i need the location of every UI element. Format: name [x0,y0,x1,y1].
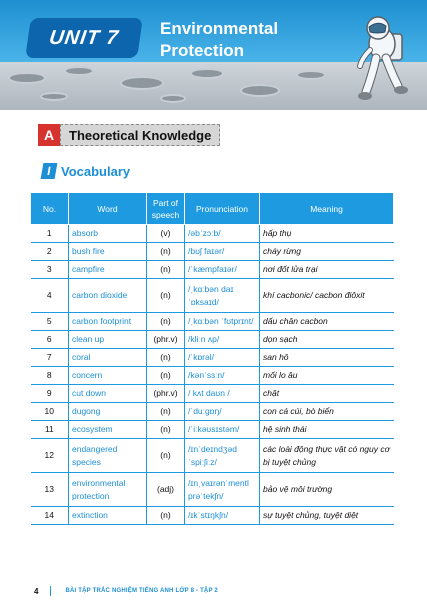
cell-no: 14 [31,507,69,525]
cell-pronunciation: /əbˈzɔːb/ [185,225,260,243]
cell-part-of-speech: (n) [147,279,185,313]
cell-no: 12 [31,439,69,473]
cell-part-of-speech: (n) [147,261,185,279]
cell-word: ecosystem [69,421,147,439]
footer-divider [50,586,51,596]
cell-no: 13 [31,473,69,507]
cell-meaning: san hô [260,349,394,367]
cell-meaning: sự tuyệt chủng, tuyệt diệt [260,507,394,525]
cell-meaning: các loài động thực vật có nguy cơ bị tuyệt chủng [260,439,394,473]
section-letter: A [38,124,60,146]
cell-no: 6 [31,331,69,349]
table-row [31,385,394,403]
cell-no: 7 [31,349,69,367]
table-row [31,367,394,385]
cell-part-of-speech: (n) [147,313,185,331]
header-meaning: Meaning [260,193,394,225]
cell-pronunciation: /kənˈsɜːn/ [185,367,260,385]
cell-pronunciation: /ˈkɒrəl/ [185,349,260,367]
cell-pronunciation: /ˌkɑːbən ˈfʊtprɪnt/ [185,313,260,331]
cell-part-of-speech: (n) [147,421,185,439]
cell-word: endangered species [69,439,147,473]
table-body [31,225,394,525]
cell-word: cut down [69,385,147,403]
cell-word: clean up [69,331,147,349]
table-row [31,243,394,261]
cell-word: dugong [69,403,147,421]
cell-no: 8 [31,367,69,385]
cell-meaning: dấu chân cacbon [260,313,394,331]
unit-title-line1: Environmental [160,19,279,38]
cell-meaning: bảo vệ môi trường [260,473,394,507]
cell-no: 4 [31,279,69,313]
unit-label: UNIT 7 [47,26,121,49]
cell-pronunciation: /kliːn ʌp/ [185,331,260,349]
cell-no: 5 [31,313,69,331]
astronaut-icon [356,14,416,106]
table-header-row [31,193,394,225]
cell-part-of-speech: (n) [147,367,185,385]
cell-pronunciation: /ˈduːɡɒŋ/ [185,403,260,421]
cell-part-of-speech: (phr.v) [147,331,185,349]
subsection-heading [42,163,130,179]
subsection-number: I [41,163,58,179]
cell-word: coral [69,349,147,367]
unit-badge [25,18,143,58]
table-row [31,507,394,525]
table-row [31,403,394,421]
cell-part-of-speech: (adj) [147,473,185,507]
cell-meaning: mối lo âu [260,367,394,385]
cell-word: bush fire [69,243,147,261]
cell-meaning: hệ sinh thái [260,421,394,439]
cell-pronunciation: /ɪnˈdeɪndʒəd ˈspiːʃiːz/ [185,439,260,473]
cell-word: concern [69,367,147,385]
cell-meaning: chặt [260,385,394,403]
page-number: 4 [34,586,39,596]
cell-pronunciation: /ɪnˌvaɪrənˈmentl prəˈtekʃn/ [185,473,260,507]
page-footer [34,586,218,596]
unit-banner [0,0,427,110]
table-row [31,313,394,331]
cell-no: 2 [31,243,69,261]
cell-no: 11 [31,421,69,439]
cell-pronunciation: /ˌkɑːbən daɪˈɒksaɪd/ [185,279,260,313]
cell-pronunciation: /ɪkˈstɪŋkʃn/ [185,507,260,525]
header-pronunciation: Pronunciation [185,193,260,225]
book-title: BÀI TẬP TRẮC NGHIỆM TIẾNG ANH LỚP 8 - TẬP 2 [65,588,218,594]
cell-pronunciation: / kʌt daʊn / [185,385,260,403]
section-label: Theoretical Knowledge [60,124,220,146]
unit-title-line2: Protection [160,41,245,60]
table-row [31,261,394,279]
table-row [31,421,394,439]
cell-no: 9 [31,385,69,403]
cell-part-of-speech: (phr.v) [147,385,185,403]
cell-word: extinction [69,507,147,525]
cell-no: 1 [31,225,69,243]
vocabulary-table [30,192,394,525]
cell-meaning: khí cacbonic/ cacbon điôxit [260,279,394,313]
cell-word: carbon footprint [69,313,147,331]
cell-word: campfire [69,261,147,279]
cell-part-of-speech: (n) [147,403,185,421]
cell-pronunciation: /ˈkæmpfaɪər/ [185,261,260,279]
cell-no: 3 [31,261,69,279]
section-heading [38,124,220,146]
table-row [31,279,394,313]
cell-meaning: con cá cúi, bò biển [260,403,394,421]
unit-title [160,18,278,62]
table-row [31,439,394,473]
cell-word: environmental protection [69,473,147,507]
header-no: No. [31,193,69,225]
cell-meaning: nơi đốt lửa trại [260,261,394,279]
table-row [31,349,394,367]
cell-part-of-speech: (n) [147,439,185,473]
cell-part-of-speech: (n) [147,349,185,367]
cell-pronunciation: /bʊʃ faɪər/ [185,243,260,261]
header-word: Word [69,193,147,225]
cell-part-of-speech: (v) [147,225,185,243]
subsection-label: Vocabulary [61,163,131,179]
table-row [31,225,394,243]
cell-meaning: cháy rừng [260,243,394,261]
table-row [31,473,394,507]
cell-part-of-speech: (n) [147,243,185,261]
cell-meaning: dọn sạch [260,331,394,349]
cell-part-of-speech: (n) [147,507,185,525]
cell-no: 10 [31,403,69,421]
cell-word: carbon dioxide [69,279,147,313]
cell-pronunciation: /ˈiːkəʊsɪstəm/ [185,421,260,439]
cell-word: absorb [69,225,147,243]
table-row [31,331,394,349]
cell-meaning: hấp thụ [260,225,394,243]
header-part-of-speech: Part of speech [147,193,185,225]
